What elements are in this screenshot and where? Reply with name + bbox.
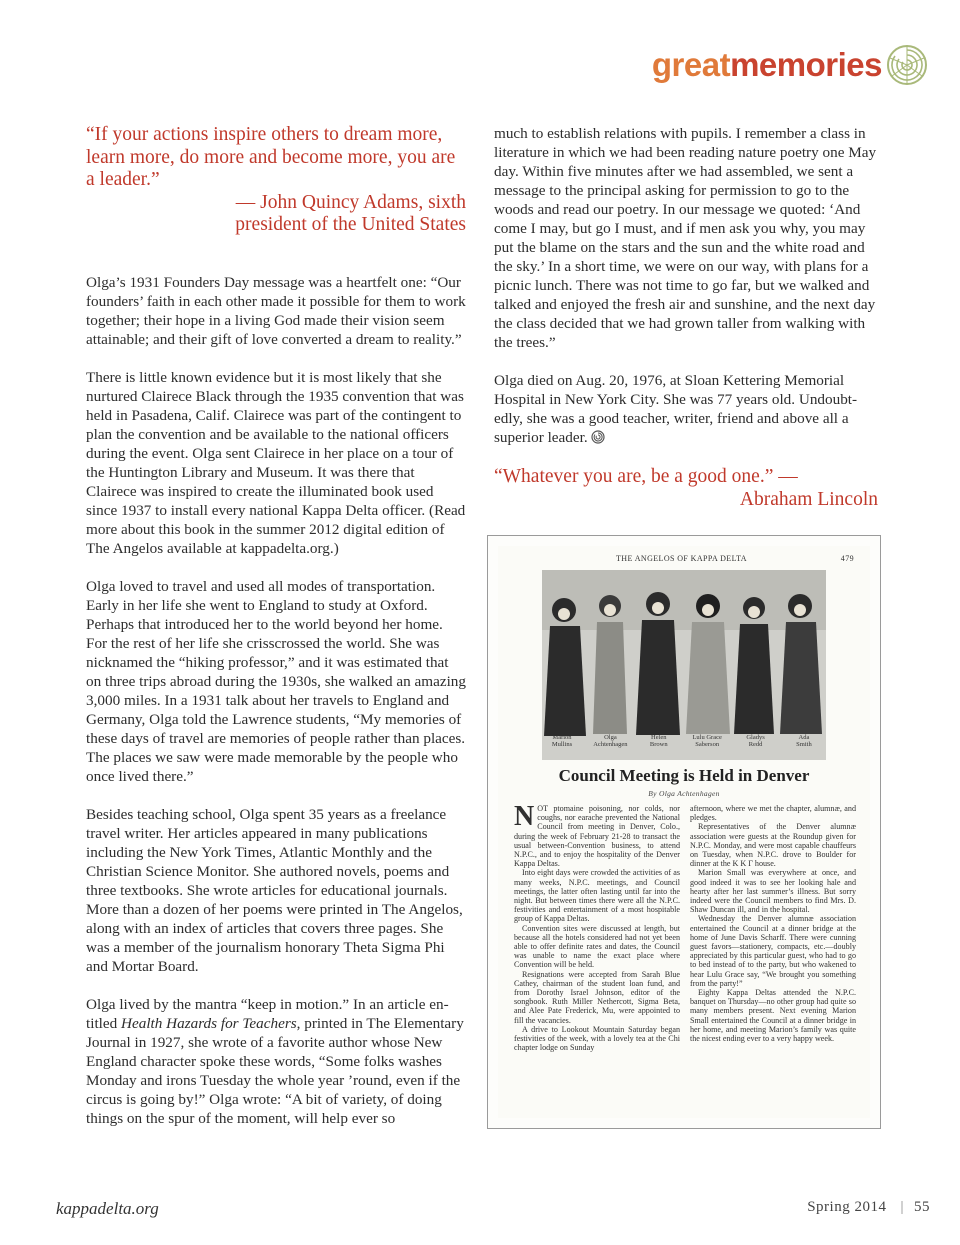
caption-last: Smith <box>796 741 812 748</box>
paragraph <box>494 371 878 447</box>
clipping-title: Council Meeting is Held in Denver <box>558 766 810 785</box>
footer-separator: | <box>900 1199 904 1215</box>
clipping-paragraph: Representatives of the Denver alumnæ association were guests at the Roundup given for N.P.C. Monday, and were most capable chauffeurs on Tuesday, when N.P.C. drove to Boulder for dinner at the K K Γ house. <box>690 822 856 869</box>
photo-caption <box>538 734 828 748</box>
article-title: Health Hazards for Teachers <box>121 1014 297 1032</box>
clipping-paragraph: Convention sites were discussed at length, but because all the hotels considered had not yet been able to offer definite rates and dates, the Council was unable to name the exact place where Convention will be held. <box>514 923 680 970</box>
group-photo-image <box>542 570 826 760</box>
historical-clipping <box>487 535 881 1129</box>
clipping-column-1 <box>514 801 680 1053</box>
clipping-paragraph: Wednesday the Denver alumnæ association entertained the Council at a dinner bridge at the home of June Davis Scharff. There were cunning guest favors—stationery, compacts, etc.—doubly appreciated by this particular guest, who had to go to bed instead of to the party, but who wakened to hear Lulu Grace say, “We brought you something from the party!” <box>690 914 856 988</box>
clipping-paragraph: afternoon, where we met the chapter, alumnæ, and pledges. <box>690 804 856 823</box>
clipping-byline: By Olga Achtenhagen <box>648 789 720 798</box>
caption-last: Brown <box>649 741 668 748</box>
paragraph-text: , printed in The Elementary Journal in 1927, she wrote of a favorite author whose New England character spoke these words, “Some folks washes Monday and irons Tuesday the whole year ’round, even if the circus is going by!” Olga wrote: “A bit of variety, of doing things on the spur of the moment, will help ever so <box>86 1014 464 1127</box>
caption-last: Redd <box>748 741 763 748</box>
caption-first: Olga <box>604 734 617 741</box>
section-title <box>652 46 882 84</box>
pull-quote-lincoln <box>494 466 878 511</box>
clipping-column-2 <box>690 804 856 1052</box>
paragraph-text: Olga died on Aug. 20, 1976, at Sloan Kettering Memorial Hospital in New York City. She was 77 years old. Undoubtedly, she was a good teacher, writer, friend and above all a superior leader. <box>494 372 858 446</box>
caption-name <box>635 734 683 748</box>
caption-last: Achtenhagen <box>593 741 628 748</box>
clipping-paragraph: Into eight days were crowded the activities of as many weeks, N.P.C. meetings, and Council meetings, the latter often lasting until far into the night. But between times there were all the N.P.C. festivities and entertainment of a most hospitable group of Kappa Deltas. <box>514 868 680 924</box>
paragraph: Besides teaching school, Olga spent 35 years as a freelance travel writer. Her articles appeared in many publications including the New York Times, Atlantic Monthly and the Christian Science Monitor. She authored novels, poems and three textbooks. She wrote articles for educational journals. More than a dozen of her poems were printed in The Angelos, along with an index of articles that covers three pages. She was a member of the journalism honorary Theta Sigma Phi and Mortar Board. <box>86 805 463 975</box>
caption-first: Ada <box>798 734 810 741</box>
running-head-page: 479 <box>840 554 854 563</box>
caption-last: Mullins <box>551 741 573 748</box>
caption-first: Marion <box>552 734 572 741</box>
kd-end-mark-icon <box>591 430 605 444</box>
clipping-page <box>498 546 870 1118</box>
clipping-paragraph: A drive to Lookout Mountain Saturday began festivities of the week, with a lovely tea at the Chi chapter lodge on Sunday <box>514 1024 680 1053</box>
quote-text: “Whatever you are, be a good one.” — <box>494 466 798 487</box>
group-photo <box>542 570 826 760</box>
right-column <box>494 124 878 511</box>
drop-cap: N <box>514 801 535 832</box>
section-logo <box>652 44 928 86</box>
footer-website: kappadelta.org <box>56 1199 159 1218</box>
footer-folio <box>807 1199 930 1216</box>
quote-attribution-line2: president of the United States <box>235 214 466 235</box>
caption-last: Saberson <box>695 741 720 748</box>
running-head-title: THE ANGELOS OF KAPPA DELTA <box>616 554 747 563</box>
caption-name <box>732 734 780 748</box>
section-title-part2: memories <box>730 46 882 83</box>
paragraph <box>86 995 466 1128</box>
left-column <box>86 124 466 1147</box>
footer-issue: Spring 2014 <box>807 1199 887 1215</box>
caption-first: Gladys <box>746 734 765 741</box>
paragraph: There is little known evidence but it is most likely that she nurtured Clairece Black through the 1935 convention that was held in Pasadena, Calif. Clairece was part of the contingent to plan the convention and be available to the national officers during the event. Olga sent Clairece in her place on a tour of the Huntington Library and Museum. It was there that Clairece was inspired to create the illuminated book used since 1937 to install every national Kappa Delta officer. (Read more about this book in the summer 2012 digital edition of The Angelos available at kappadelta.org.) <box>86 368 466 557</box>
nautilus-shell-icon <box>886 44 928 86</box>
section-title-part1: great <box>651 46 731 83</box>
pull-quote-adams <box>86 124 466 237</box>
paragraph: Olga loved to travel and used all modes of transportation. Early in her life she went to England to study at Oxford. Perhaps that introduced her to the world beyond her home. For the rest of her life she crisscrossed the world. She was nicknamed the “hiking professor,” and it was estimated that on three trips abroad during the 1930s, she walked an amazing 3,000 miles. In a 1931 talk about her travels to England and Germany, Olga told the Lawrence students, “My memories of these days of travel are memories of people rather than places. The places we saw were made memorable by the people who once lived there.” <box>86 577 466 785</box>
quote-text: “If your actions inspire others to dream more, learn more, do more and become more, you are a leader.” <box>86 124 456 190</box>
paragraph: much to establish relations with pupils. I remember a class in literature in which we had been reading nature poetry one May day. Within five minutes after we had assembled, we sent a message to the principal asking for permission to go to the woods and read our poetry. In our message we quoted: ‘And come I may, but go I must, and if men ask you why, you may put the blame on the stars and the sun and the white road and the sky.’ In a short time, we were on our way, with plans for a picnic lunch. There was not time to go far, but we walked and talked and enjoyed the fresh air and sunshine, and the next day the class decided that we had grown taller from walking with the trees.” <box>494 125 877 351</box>
clipping-paragraph: Resignations were accepted from Sarah Blue Cathey, chairman of the student loan fund, and from Dorothy Israel Johnson, editor of the songbook. Ruth Miller Nethercott, Sigma Beta, and Alee Pate Frederick, Mu, were appointed to fill the vacancies. <box>514 969 680 1025</box>
footer-page-number: 55 <box>914 1199 930 1215</box>
clipping-paragraph: Marion Small was everywhere at once, and good indeed it was to see her looking hale and hearty after her last summer’s illness. But sorry indeed were the Council members to find Mrs. D. Shaw Duncan ill, and in the hospital. <box>690 868 856 915</box>
caption-first: Lulu Grace <box>692 734 722 741</box>
clipping-paragraph: OT ptomaine poisoning, nor colds, nor coughs, nor earache prevented the National Council from meeting in Denver, Colo., during the week of February 21-28 to transact the usual between-Convention business, to attend N.P.C., and to enjoy the hospitality of the Denver Kappa Deltas. <box>514 804 680 869</box>
caption-name <box>586 734 634 748</box>
quote-attribution: Abraham Lincoln <box>739 488 878 510</box>
paragraph: Olga’s 1931 Founders Day message was a heartfelt one: “Our founders’ faith in each other made it possible for them to work together; their hope in a living God made their vision seem attainable; and their gift of love converted a dream to reality.” <box>86 273 466 348</box>
paragraph-text: Olga lived by the mantra “keep in motion.” In an article entitled <box>86 995 449 1032</box>
clipping-paragraph: Eighty Kappa Deltas attended the N.P.C. banquet on Thursday—no other group had quite so many members present. Next evening Marion Small entertained the Council at a dinner bridge in her home, and meeting Marion’s family was quite the nicest ending ever to a very happy week. <box>690 988 856 1044</box>
caption-first: Helen <box>651 734 667 741</box>
clipping-body <box>514 801 856 1053</box>
caption-name <box>683 734 731 748</box>
quote-attribution: — John Quincy Adams, sixth <box>235 191 466 213</box>
caption-name <box>538 734 586 748</box>
caption-name <box>780 734 828 748</box>
